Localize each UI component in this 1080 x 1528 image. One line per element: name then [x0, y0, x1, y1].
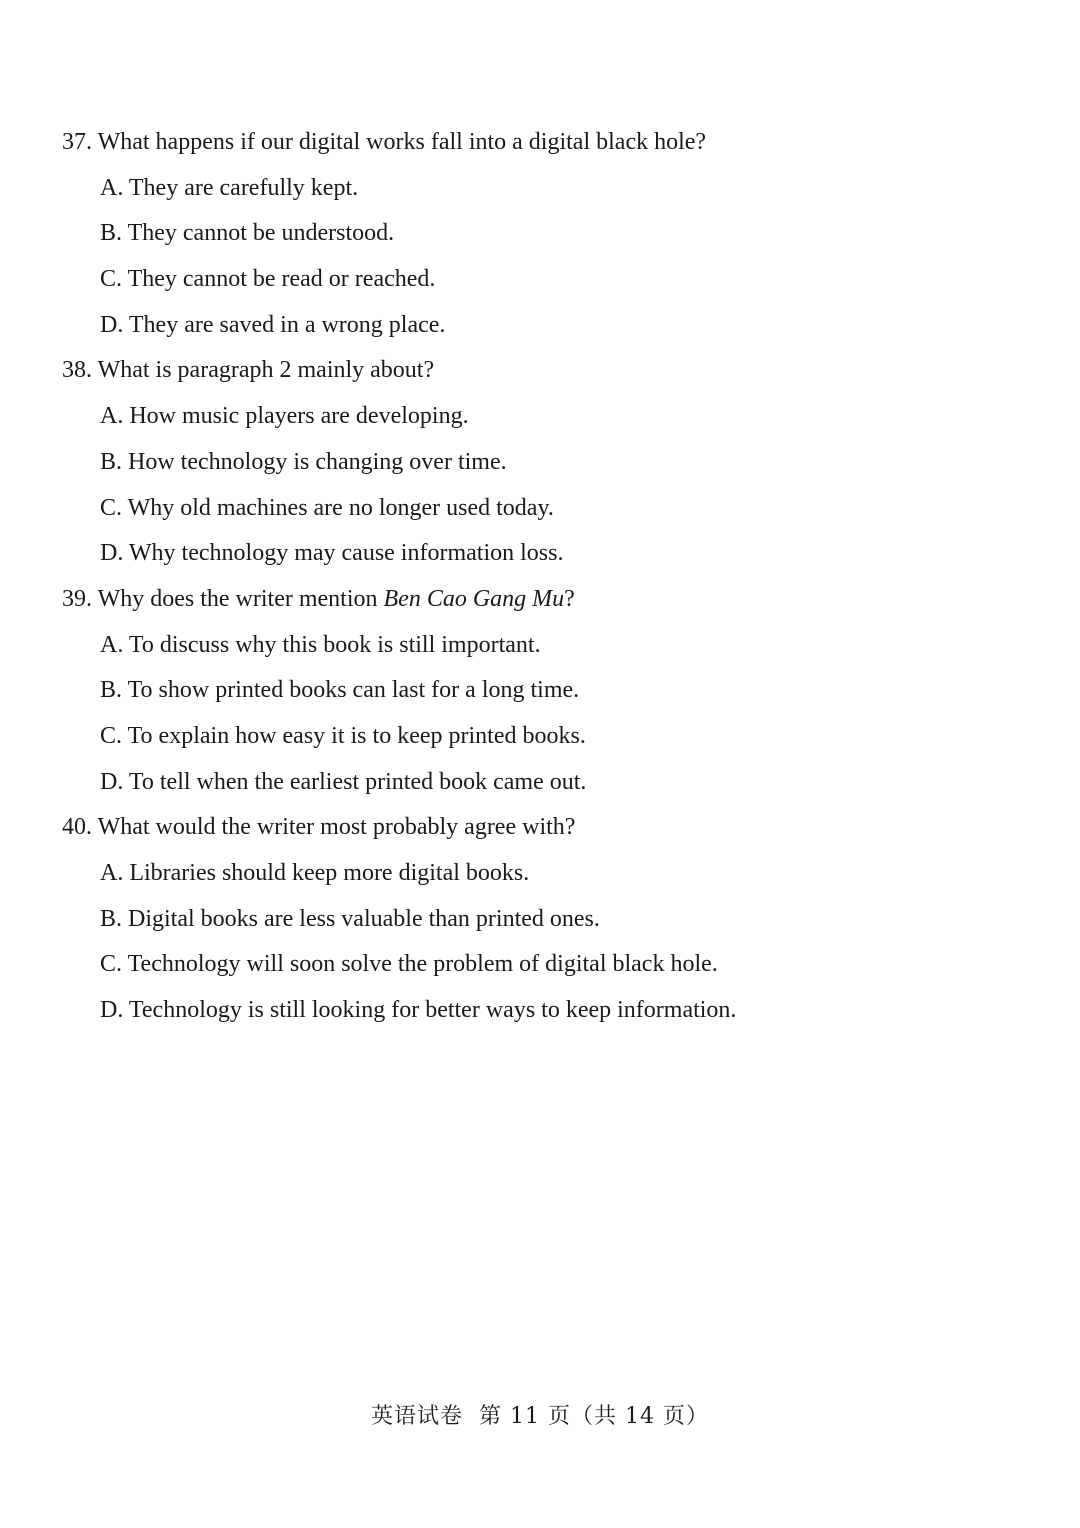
- question-text: What would the writer most probably agree with?: [97, 814, 576, 841]
- answer-option: A. Libraries should keep more digital books.: [100, 860, 530, 886]
- question-number: 39.: [62, 585, 92, 612]
- question-list: [62, 122, 1022, 1036]
- answer-option: C. Technology will soon solve the problem of digital black hole.: [100, 951, 718, 978]
- answer-option: A. How music players are developing.: [100, 403, 469, 430]
- answer-option: C. Why old machines are no longer used today.: [100, 494, 554, 521]
- footer-total-pages: （共 14 页）: [571, 1404, 709, 1429]
- question-stem: [62, 350, 1022, 396]
- answer-option: B. How technology is changing over time.: [100, 448, 507, 475]
- question-number: 38.: [62, 357, 92, 384]
- question-stem: [62, 122, 1022, 168]
- book-title: Ben Cao Gang Mu: [383, 585, 565, 612]
- question-text: [98, 586, 575, 612]
- answer-option: D. Technology is still looking for better ways to keep information.: [100, 997, 737, 1024]
- answer-option: C. They cannot be read or reached.: [100, 266, 436, 293]
- question-text-before: Why does the writer mention: [97, 585, 384, 612]
- answer-option: D. They are saved in a wrong place.: [100, 311, 446, 338]
- answer-option: D. Why technology may cause information loss.: [100, 540, 564, 567]
- answer-option: D. To tell when the earliest printed book came out.: [100, 768, 587, 795]
- answer-option: B. They cannot be understood.: [100, 220, 395, 247]
- answer-option: B. Digital books are less valuable than printed ones.: [100, 905, 600, 932]
- page-footer: [0, 1402, 1080, 1432]
- question-number: 40.: [62, 814, 92, 841]
- question-stem: [62, 807, 1022, 853]
- question-stem: [62, 579, 1022, 625]
- answer-option: C. To explain how easy it is to keep printed books.: [100, 722, 586, 749]
- footer-subject: 英语试卷: [371, 1404, 464, 1429]
- footer-page-number: 第 11 页: [479, 1404, 571, 1429]
- answer-option: B. To show printed books can last for a long time.: [100, 677, 580, 704]
- question-text: What is paragraph 2 mainly about?: [97, 357, 435, 384]
- answer-option: A. To discuss why this book is still important.: [100, 631, 541, 658]
- question-text: What happens if our digital works fall into a digital black hole?: [97, 129, 707, 155]
- question-number: 37.: [62, 129, 92, 155]
- question-text-after: ?: [564, 585, 575, 612]
- answer-option: A. They are carefully kept.: [100, 174, 359, 201]
